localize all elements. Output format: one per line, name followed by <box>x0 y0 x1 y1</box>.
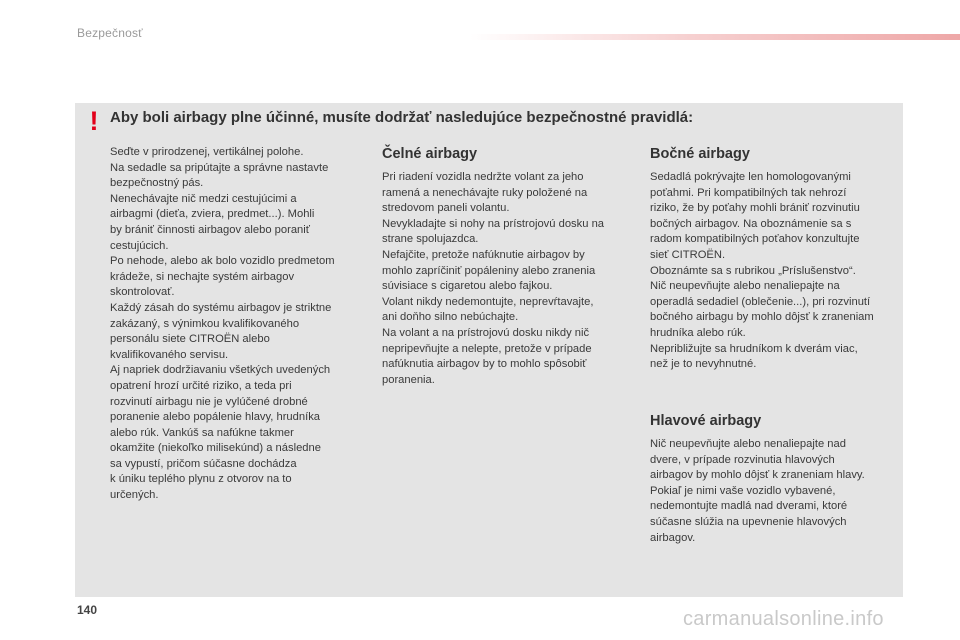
text-line: Na sedadle sa pripútajte a správne nastavte <box>110 161 329 174</box>
text-line: ani doňho silno nebúchajte. <box>382 311 519 324</box>
frontal-airbags-column <box>382 145 640 388</box>
side-airbags-column <box>650 145 900 373</box>
text-line: skontrolovať. <box>110 286 175 299</box>
general-rules-column <box>110 145 372 504</box>
text-line: Nič neupevňujte alebo nenaliepajte na <box>650 280 840 293</box>
text-line: Nevykladajte si nohy na prístrojovú dosku na <box>382 217 605 230</box>
header-accent-rule <box>470 34 960 40</box>
page-number: 140 <box>77 603 98 617</box>
text-line: bočných airbagov. Na oboznámenie sa s <box>650 217 852 230</box>
text-line: Nefajčite, pretože nafúknutie airbagov by <box>382 248 585 261</box>
text-line: alebo rúk. Vankúš sa nafúkne takmer <box>110 426 294 439</box>
text-line: bezpečnostný pás. <box>110 177 204 190</box>
text-line: mohlo zapríčiniť popáleniny alebo zranenia <box>382 264 596 277</box>
text-line: zakázaný, s výnimkou kvalifikovaného <box>110 317 300 330</box>
text-line: airbagov by mohlo dôjsť k zraneniam hlavy. <box>650 469 865 482</box>
text-line: krádeže, si nechajte systém airbagov <box>110 270 295 283</box>
text-line: poťahmi. Pri kompatibilných tak nehrozí <box>650 186 847 199</box>
text-line: nafúknutia airbagov by to mohlo spôsobiť <box>382 358 587 371</box>
section-title: Bezpečnosť <box>77 26 143 40</box>
text-line: opatrení hrozí určité riziko, a teda pri <box>110 379 292 392</box>
text-line: Po nehode, alebo ak bolo vozidlo predmetom <box>110 255 335 268</box>
text-line: nepripevňujte a nelepte, pretože v prípade <box>382 342 592 355</box>
text-line: poranenie alebo popálenie hlavy, hrudníka <box>110 411 321 424</box>
text-line: rozvinutí airbagu nie je vylúčené drobné <box>110 395 308 408</box>
text-line: nedemontujte madlá nad dverami, ktoré <box>650 500 848 513</box>
text-line: dvere, v prípade rozvinutia hlavových <box>650 453 835 466</box>
text-line: Nič neupevňujte alebo nenaliepajte nad <box>650 438 846 450</box>
text-line: Pokiaľ je nimi vaše vozidlo vybavené, <box>650 484 836 497</box>
watermark: carmanualsonline.info <box>683 608 884 630</box>
text-line: personálu siete CITROËN alebo <box>110 333 270 346</box>
text-line: Volant nikdy nedemontujte, neprevŕtavajte, <box>382 295 594 308</box>
text-line: sa vypustí, pričom súčasne dochádza <box>110 457 297 470</box>
text-line: súčasne slúžia na upevnenie hlavových <box>650 515 847 528</box>
text-line: riziko, že by poťahy mohli brániť rozvinutiu <box>650 202 860 215</box>
text-line: k úniku teplého plynu z otvorov na to <box>110 473 292 486</box>
text-line: sieť CITROËN. <box>650 248 726 261</box>
text-line: Nepribližujte sa hrudníkom k dverám viac, <box>650 342 858 355</box>
text-line: by brániť činnosti airbagov alebo poraniť <box>110 223 310 236</box>
text-line: Sedadlá pokrývajte len homologovanými <box>650 171 851 183</box>
text-line: Nenechávajte nič medzi cestujúcimi a <box>110 192 297 205</box>
warning-icon: ! <box>89 106 99 136</box>
text-line: stredovom paneli volantu. <box>382 202 510 215</box>
text-line: ramená a nenechávajte ruky položené na <box>382 186 588 199</box>
text-line: súvisiace s cigaretou alebo fajkou. <box>382 280 553 293</box>
text-line: než je to nevyhnutné. <box>650 358 757 371</box>
head-airbags-column <box>650 412 900 546</box>
head-airbags-heading: Hlavové airbagy <box>650 413 762 429</box>
text-line: určených. <box>110 489 159 502</box>
text-line: Oboznámte sa s rubrikou „Príslušenstvo“. <box>650 264 856 277</box>
text-line: okamžite (niekoľko milisekúnd) a následne <box>110 442 321 455</box>
panel-title: Aby boli airbagy plne účinné, musíte dodržať nasledujúce bezpečnostné pravidlá: <box>110 109 694 126</box>
text-line: bočného airbagu by mohlo dôjsť k zraneniam <box>650 311 874 324</box>
text-line: Seďte v prirodzenej, vertikálnej polohe. <box>110 146 304 158</box>
side-airbags-text <box>650 170 900 373</box>
text-line: strane spolujazdca. <box>382 233 479 246</box>
text-line: radom kompatibilných poťahov konzultujte <box>650 233 860 246</box>
text-line: operadlá sedadiel (oblečenie...), pri rozvinutí <box>650 295 871 308</box>
text-line: airbagov. <box>650 531 696 544</box>
text-line: cestujúcich. <box>110 239 169 252</box>
text-line: Pri riadení vozidla nedržte volant za jeho <box>382 171 584 183</box>
frontal-airbags-heading: Čelné airbagy <box>382 146 478 162</box>
text-line: kvalifikovaného servisu. <box>110 348 229 361</box>
head-airbags-text <box>650 437 900 546</box>
text-line: airbagmi (dieťa, zviera, predmet...). Mohli <box>110 208 315 221</box>
frontal-airbags-text <box>382 170 640 388</box>
side-airbags-heading: Bočné airbagy <box>650 146 750 162</box>
text-line: Na volant a na prístrojovú dosku nikdy nič <box>382 326 590 339</box>
text-line: poranenia. <box>382 373 435 386</box>
text-line: Aj napriek dodržiavaniu všetkých uvedených <box>110 364 331 377</box>
text-line: hrudníka alebo rúk. <box>650 326 746 339</box>
text-line: Každý zásah do systému airbagov je striktne <box>110 301 332 314</box>
